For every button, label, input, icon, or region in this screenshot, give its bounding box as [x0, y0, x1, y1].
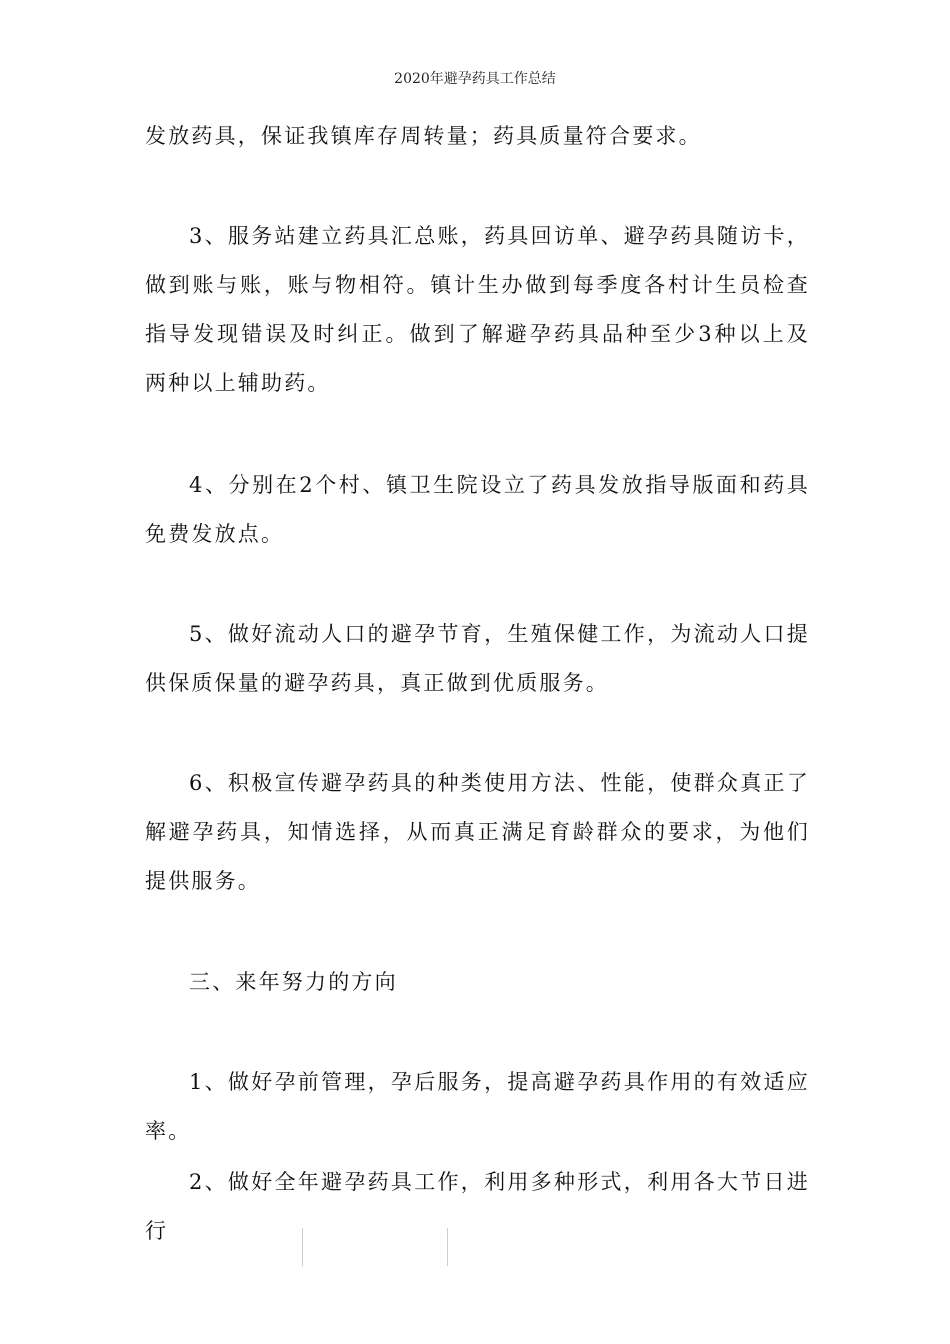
paragraph-item-4: 4、分别在2个村、镇卫生院设立了药具发放指导版面和药具免费发放点。	[145, 473, 810, 546]
page-header-title: 2020年避孕药具工作总结	[394, 71, 556, 87]
footer-divider-left	[302, 1228, 303, 1266]
section-heading-3: 三、来年努力的方向	[189, 970, 398, 994]
paragraph-continuation: 发放药具，保证我镇库存周转量；药具质量符合要求。	[145, 124, 702, 148]
footer-divider-right	[447, 1228, 448, 1266]
paragraph-item-3: 3、服务站建立药具汇总账，药具回访单、避孕药具随访卡，做到账与账，账与物相符。镇计生办做到每季度各村计生员检查指导发现错误及时纠正。做到了解避孕药具品种至少3种以上及两种以上辅助药。	[145, 224, 810, 395]
paragraph-section3-item-2: 2、做好全年避孕药具工作，利用多种形式，利用各大节日进行	[145, 1170, 810, 1243]
paragraph-item-5: 5、做好流动人口的避孕节育，生殖保健工作，为流动人口提供保质保量的避孕药具，真正做到优质服务。	[145, 622, 810, 695]
paragraph-section3-item-1: 1、做好孕前管理，孕后服务，提高避孕药具作用的有效适应率。	[145, 1070, 810, 1143]
paragraph-item-6: 6、积极宣传避孕药具的种类使用方法、性能，使群众真正了解避孕药具，知情选择，从而真正满足育龄群众的要求，为他们提供服务。	[145, 771, 810, 893]
